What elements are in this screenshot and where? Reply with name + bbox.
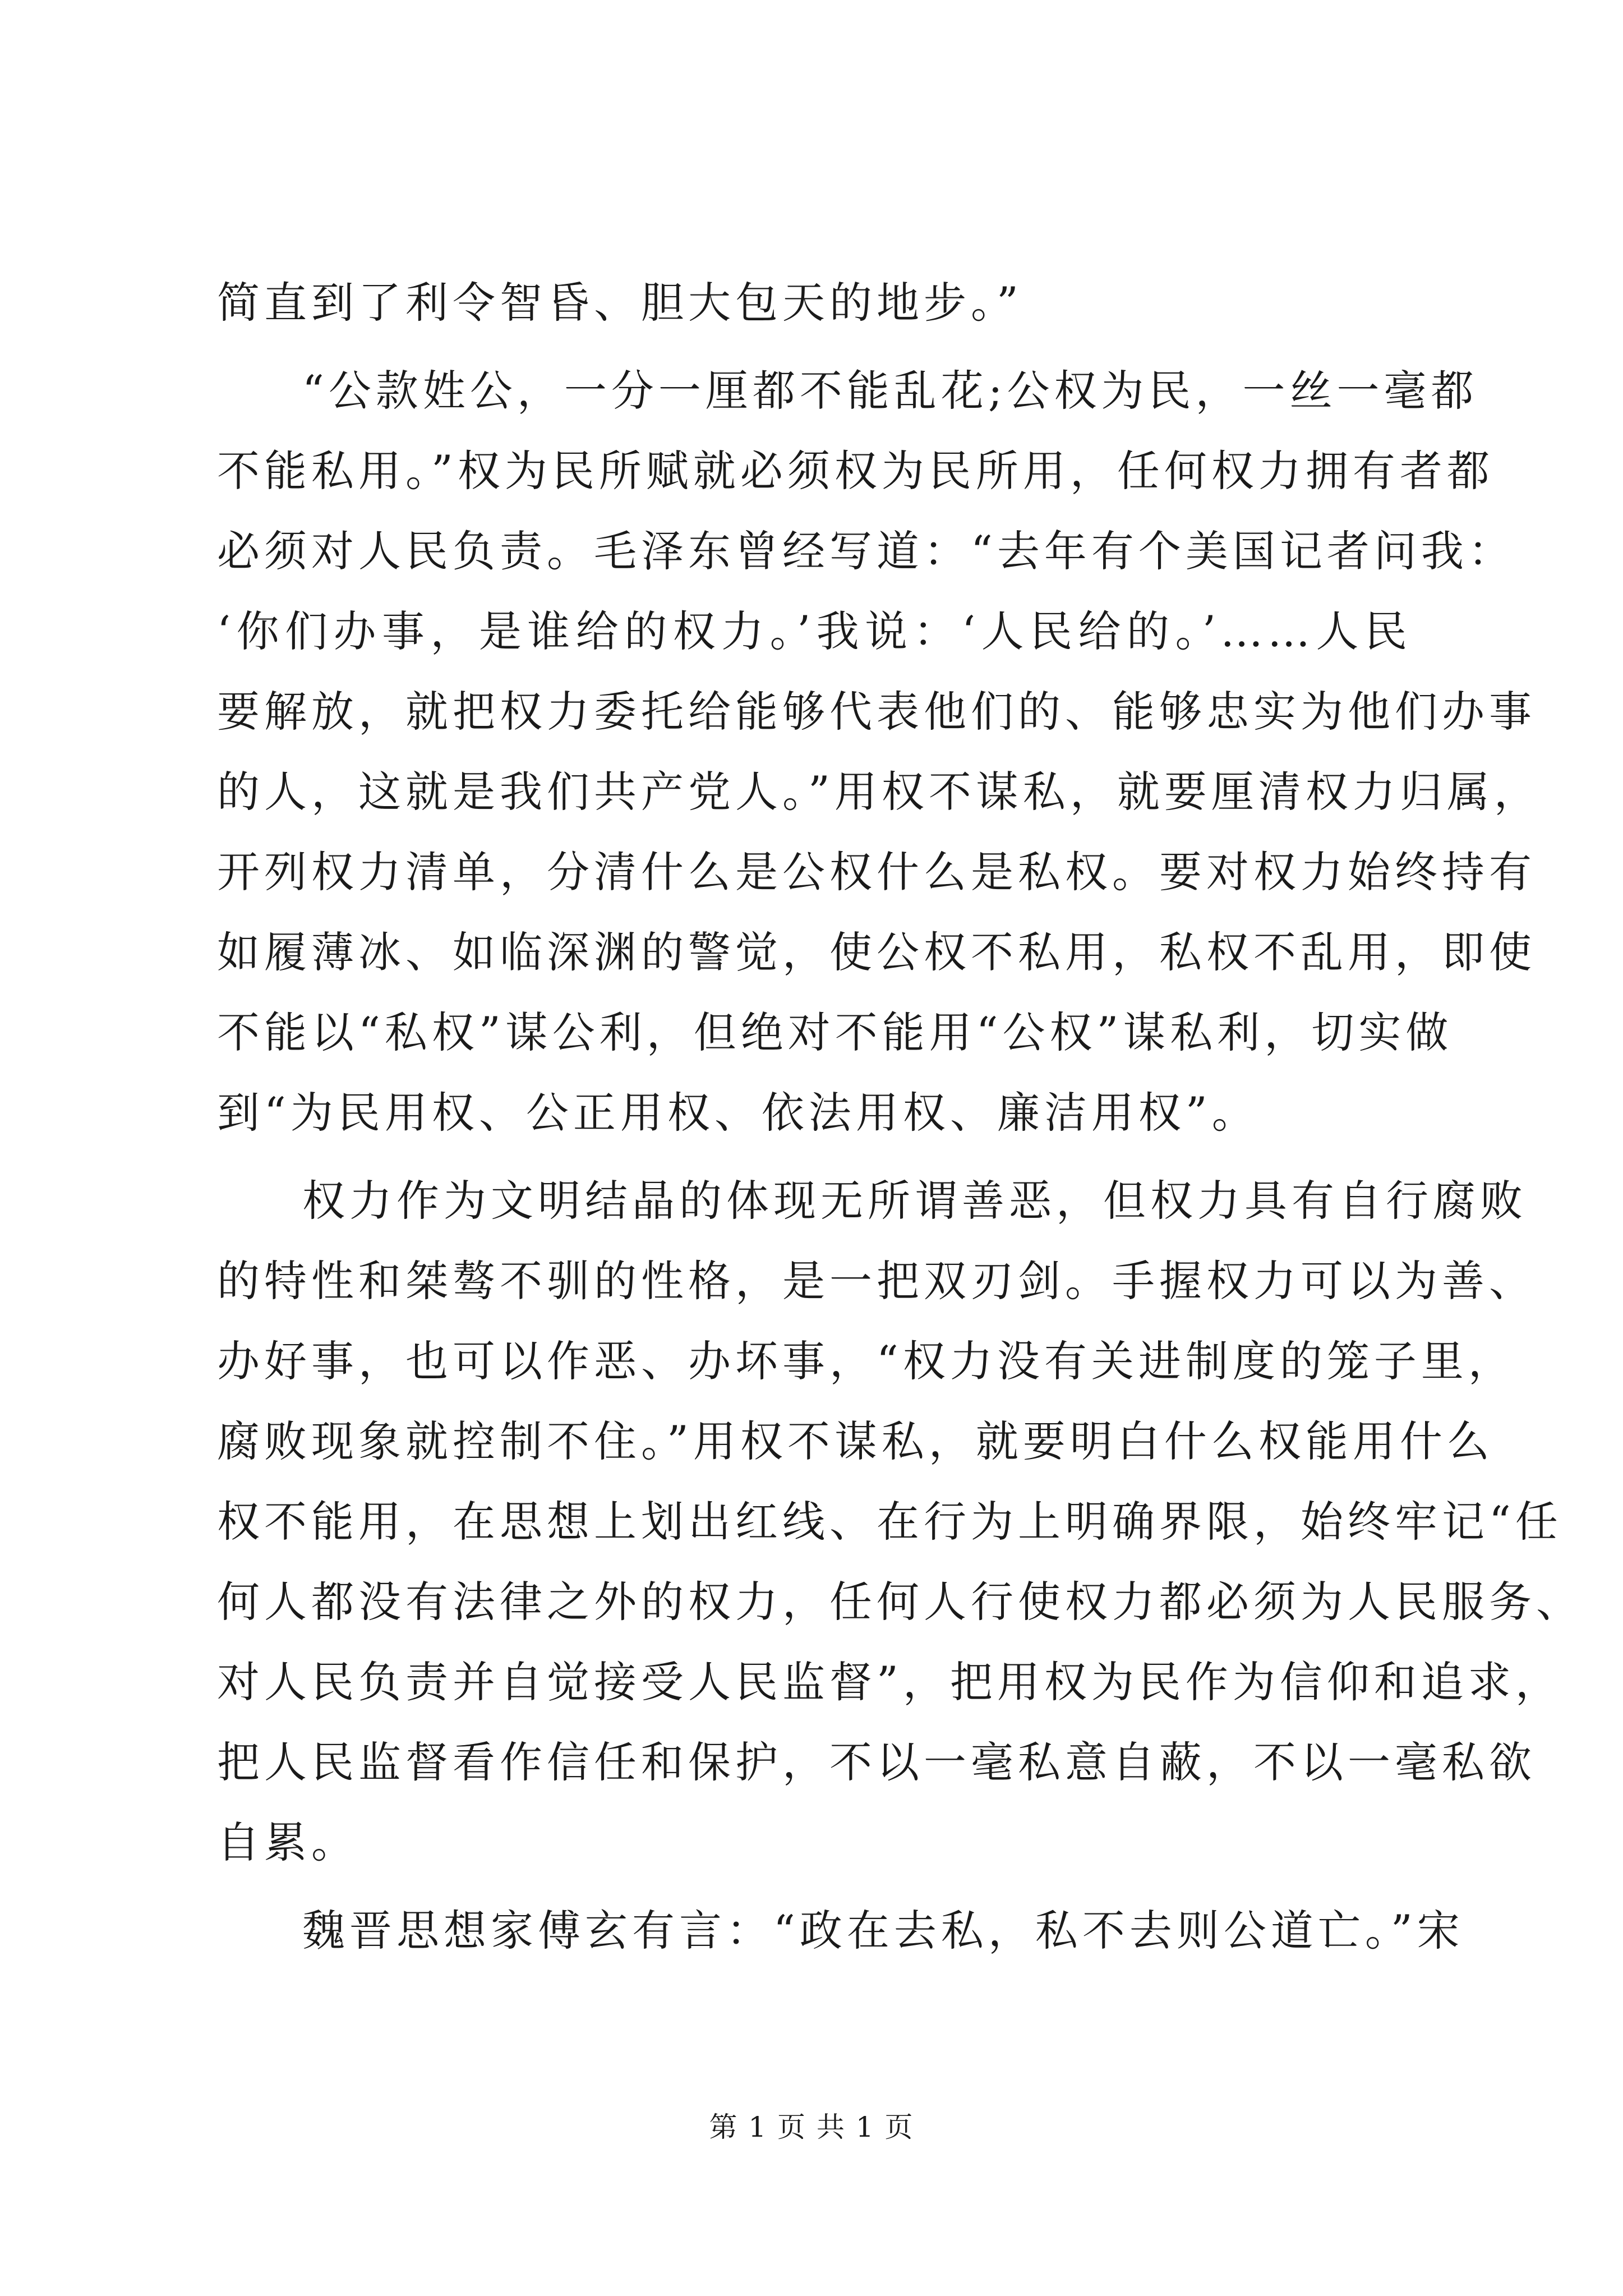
text-line: ‘你们办事，是谁给的权力。’我说：‘人民给的。’……人民: [217, 606, 1412, 656]
text-line: 办好事，也可以作恶、办坏事，“权力没有关进制度的笼子里，: [217, 1336, 1515, 1386]
paragraph-start-line: 魏晋思想家傅玄有言：“政在去私，私不去则公道亡。”宋: [302, 1906, 1464, 1955]
text-line: 简直到了利令智昏、胆大包天的地步。”: [217, 278, 1023, 328]
text-line: 自累。: [217, 1818, 358, 1867]
text-line: 把人民监督看作信任和保护，不以一毫私意自蔽，不以一毫私欲: [217, 1737, 1536, 1787]
text-line: 如履薄冰、如临深渊的警觉，使公权不私用，私权不乱用，即使: [217, 927, 1536, 977]
text-line: 对人民负责并自觉接受人民监督”，把用权为民作为信仰和追求，: [217, 1657, 1562, 1707]
text-line: 的特性和桀骜不驯的性格，是一把双刃剑。手握权力可以为善、: [217, 1256, 1536, 1306]
text-line: 何人都没有法律之外的权力，任何人行使权力都必须为人民服务、: [217, 1577, 1583, 1627]
text-line: 开列权力清单，分清什么是公权什么是私权。要对权力始终持有: [217, 847, 1536, 897]
text-line: 不能私用。”权为民所赋就必须权为民所用，任何权力拥有者都: [217, 446, 1494, 496]
text-line: 权不能用，在思想上划出红线、在行为上明确界限，始终牢记“任: [217, 1497, 1562, 1547]
text-line: 到“为民用权、公正用权、依法用权、廉洁用权”。: [217, 1088, 1259, 1138]
page-number-footer: 第 1 页 共 1 页: [709, 2111, 914, 2143]
document-body: [217, 263, 1583, 1971]
text-line: 必须对人民负责。毛泽东曾经写道：“去年有个美国记者问我：: [217, 526, 1515, 576]
paragraph-start-line: 权力作为文明结晶的体现无所谓善恶，但权力具有自行腐败: [302, 1176, 1527, 1226]
text-line: 的人，这就是我们共产党人。”用权不谋私，就要厘清权力归属，: [217, 767, 1541, 817]
text-line: 不能以“私权”谋公利，但绝对不能用“公权”谋私利，切实做: [217, 1007, 1453, 1057]
text-line: 腐败现象就控制不住。”用权不谋私，就要明白什么权能用什么: [217, 1416, 1494, 1466]
paragraph-start-line: “公款姓公，一分一厘都不能乱花;公权为民，一丝一毫都: [302, 366, 1478, 416]
text-line: 要解放，就把权力委托给能够代表他们的、能够忠实为他们办事: [217, 687, 1536, 737]
